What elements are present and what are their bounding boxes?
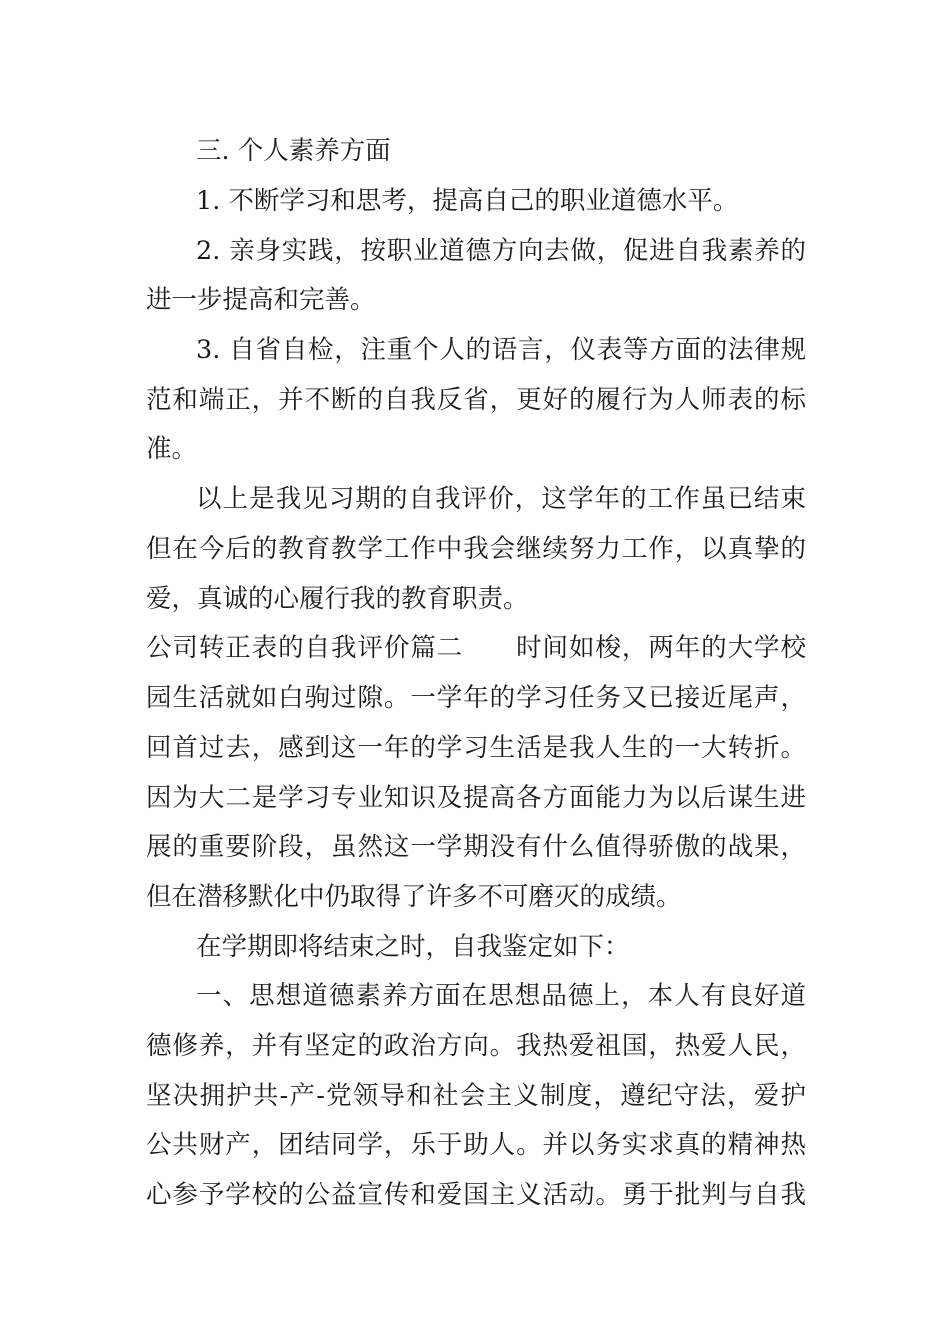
text-line: 一、思想道德素养方面在思想品德上，本人有良好道 bbox=[196, 981, 806, 1011]
text-line: 坚决拥护共-产-党领导和社会主义制度，遵纪守法，爱护 bbox=[146, 1081, 806, 1111]
text-line: 3. 自省自检，注重个人的语言，仪表等方面的法律规 bbox=[196, 335, 806, 365]
text-line: 心参予学校的公益宣传和爱国主义活动。勇于批判与自我 bbox=[146, 1180, 806, 1210]
text-line: 范和端正，并不断的自我反省，更好的履行为人师表的标 bbox=[146, 385, 806, 415]
text-line: 2. 亲身实践，按职业道德方向去做，促进自我素养的 bbox=[196, 236, 806, 266]
text-line: 德修养，并有坚定的政治方向。我热爱祖国，热爱人民， bbox=[146, 1031, 806, 1061]
text-line: 公共财产，团结同学，乐于助人。并以务实求真的精神热 bbox=[146, 1130, 806, 1160]
text-line: 进一步提高和完善。 bbox=[146, 285, 376, 315]
section-heading: 三. 个人素养方面 bbox=[196, 136, 391, 166]
text-line: 但在今后的教育教学工作中我会继续努力工作，以真挚的 bbox=[146, 534, 806, 564]
text-line: 园生活就如白驹过隙。一学年的学习任务又已接近尾声， bbox=[146, 683, 806, 713]
text-line: 在学期即将结束之时，自我鉴定如下： bbox=[196, 932, 630, 962]
text-line: 因为大二是学习专业知识及提高各方面能力为以后谋生进 bbox=[146, 783, 806, 813]
section-title-line: 公司转正表的自我评价篇二 时间如梭，两年的大学校 bbox=[146, 633, 806, 663]
text-line: 以上是我见习期的自我评价，这学年的工作虽已结束 bbox=[196, 484, 806, 514]
text-line: 准。 bbox=[146, 434, 198, 464]
text-line: 回首过去，感到这一年的学习生活是我人生的一大转折。 bbox=[146, 733, 806, 763]
text-line: 但在潜移默化中仍取得了许多不可磨灭的成绩。 bbox=[146, 882, 682, 912]
text-line: 1. 不断学习和思考，提高自己的职业道德水平。 bbox=[196, 186, 739, 216]
text-line: 爱，真诚的心履行我的教育职责。 bbox=[146, 584, 529, 614]
text-line: 展的重要阶段，虽然这一学期没有什么值得骄傲的战果， bbox=[146, 832, 806, 862]
